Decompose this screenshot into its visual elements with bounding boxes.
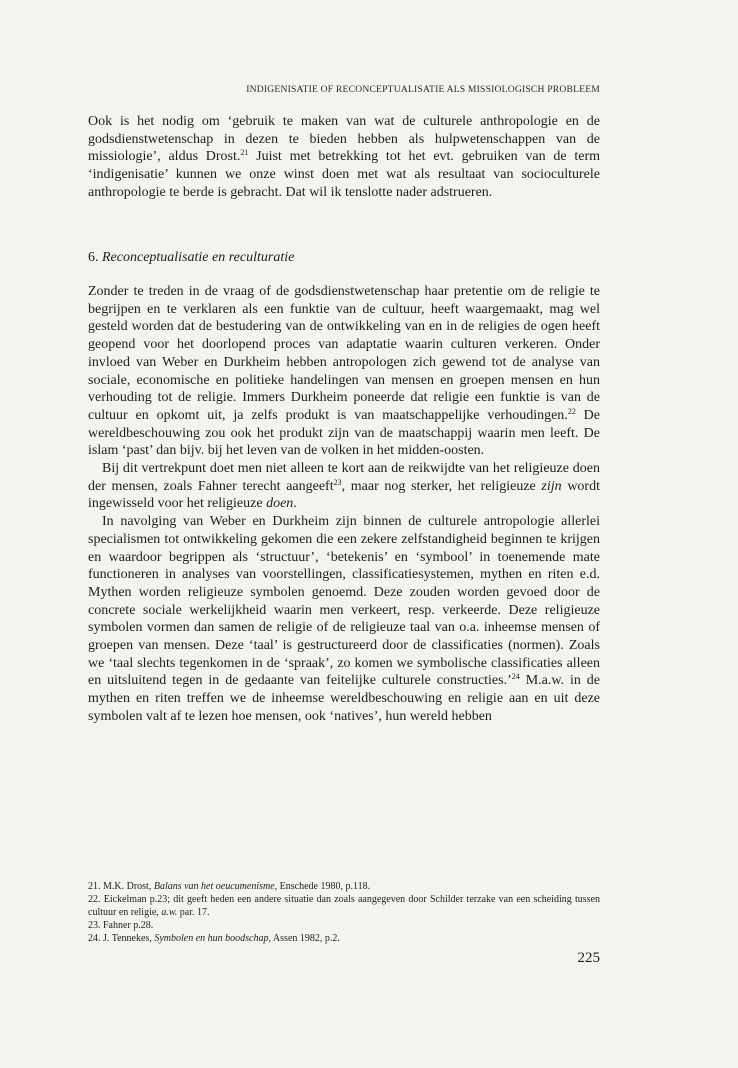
footnote-number: 23.	[88, 920, 101, 931]
footnote-ref: 22	[567, 406, 576, 416]
emphasis: zijn	[541, 478, 562, 494]
intro-paragraph-block	[88, 113, 600, 202]
paragraph-text: De wereldbeschouwing zou ook het produkt zijn van de maatschappij waarin men leeft. De islam ‘past’ dan bijv. bij het leven van de volken in het midden-oosten.	[88, 407, 600, 459]
section-heading	[88, 250, 294, 266]
footnote	[88, 893, 600, 919]
paragraph	[88, 513, 600, 725]
running-header: INDIGENISATIE OF RECONCEPTUALISATIE ALS MISSIOLOGISCH PROBLEEM	[246, 84, 600, 95]
footnotes	[88, 880, 600, 945]
paragraph-text: Zonder te treden in de vraag of de godsdienstwetenschap haar pretentie om de religie te begrijpen en te verklaren als een funktie van de cultuur, heeft waargemaakt, mag wel gesteld worden dat de bestudering van de ontwikkeling van en in de religies de ogen heeft geopend voor het doorlopend proces van adaptatie waarin culturen verkeren. Onder invloed van Weber en Durkheim hebben antropologen zich gewend tot de analyse van sociale, economische en politieke handelingen van mensen en groepen mensen en hun verhouding tot de religie. Immers Durkheim poneerde dat religie een funktie is van de cultuur en opkomt uit, ja zelfs produkt is van maatschappelijke verhoudingen.	[88, 284, 600, 423]
footnote-title: Balans van het oeucumenisme,	[153, 881, 278, 892]
footnote	[88, 932, 600, 945]
section-body	[88, 283, 600, 726]
section-title: Reconceptualisatie en reculturatie	[102, 250, 295, 265]
footnote-ref: 21	[240, 148, 249, 158]
footnote	[88, 880, 600, 893]
emphasis: doen	[266, 496, 294, 512]
paragraph-text: wordt ingewisseld voor het religieuze	[88, 478, 600, 512]
footnote-text: J. Tennekes,	[103, 933, 155, 944]
footnote-number: 22.	[88, 894, 101, 905]
footnote-title: Symbolen en hun boodschap,	[154, 933, 271, 944]
footnote-text: Assen 1982, p.2.	[270, 933, 340, 944]
footnote-ref: 24	[511, 672, 520, 682]
footnote-text: Enschede 1980, p.118.	[277, 881, 371, 892]
paragraph-text: , maar nog sterker, het religieuze	[341, 478, 542, 494]
footnote-number: 21.	[88, 881, 101, 892]
paragraph-text: .	[293, 496, 297, 512]
footnote-number: 24.	[88, 933, 101, 944]
paragraph	[88, 460, 600, 513]
paragraph-text: Bij dit vertrekpunt doet men niet alleen te kort aan de reikwijdte van het religieuze doen der mensen, zoals Fahner terecht aangeeft	[88, 461, 600, 494]
footnote-ref: 23	[333, 477, 342, 487]
footnote-text: Eickelman p.23; dit geeft heden een andere situatie dan zoals aangegeven door Schilder terzake van een scheiding tussen cultuur en religie,	[88, 894, 601, 918]
paragraph-text: Juist met betrekking tot het evt. gebruiken van de term ‘indigenisatie’ kunnen we onze winst doen met wat als resultaat van socioculturele anthropologie te berde is gebracht. Dat wil ik tenslotte nader adstrueren.	[88, 149, 600, 200]
paragraph	[88, 283, 600, 460]
section-number: 6.	[88, 250, 99, 265]
page-number: 225	[577, 950, 600, 966]
footnote-title: a.w.	[161, 907, 178, 918]
paragraph-text: In navolging van Weber en Durkheim zijn binnen de culturele antropologie allerlei specialismen tot ontwikkeling gekomen die een zekere zelfstandigheid beginnen te krijgen en waardoor begrippen als ‘structuur’, ‘betekenis’ en ‘symbool’ in toenemende mate functioneren in analyses van voorstellingen, classificatiesystemen, mythen en riten e.d. Mythen worden religieuze symbolen genoemd. Deze zouden worden gevoed door de concrete sociale werkelijkheid waarin men verkeert, resp. verkeerde. Deze religieuze symbolen vormen dan samen de religie of de religieuze taal van o.a. inheemse mensen of groepen van mensen. Deze ‘taal’ is gestructureerd door de classificaties (normen). Zoals we ‘taal slechts tegenkomen in de ‘spraak’, zo komen we symbolische classificaties alleen en uitsluitend tegen in de gedaante van feitelijke culturele constructies.’	[88, 514, 600, 689]
paragraph	[88, 113, 600, 202]
paragraph-text: Ook is het nodig om ‘gebruik te maken van wat de culturele anthropologie en de godsdienstwetenschap in dezen te bieden hebben als hulpwetenschappen van de missiologie’, aldus Drost.	[88, 114, 600, 165]
paragraph-text: M.a.w. in de mythen en riten treffen we de inheemse wereldbeschouwing en religie aan en uit deze symbolen valt af te lezen hoe mensen, ook ‘natives’, hun wereld hebben	[88, 673, 600, 724]
footnote-text: Fahner p.28.	[103, 920, 154, 931]
footnote-text: par. 17.	[177, 907, 210, 918]
footnote	[88, 919, 600, 932]
footnote-text: M.K. Drost,	[103, 881, 154, 892]
